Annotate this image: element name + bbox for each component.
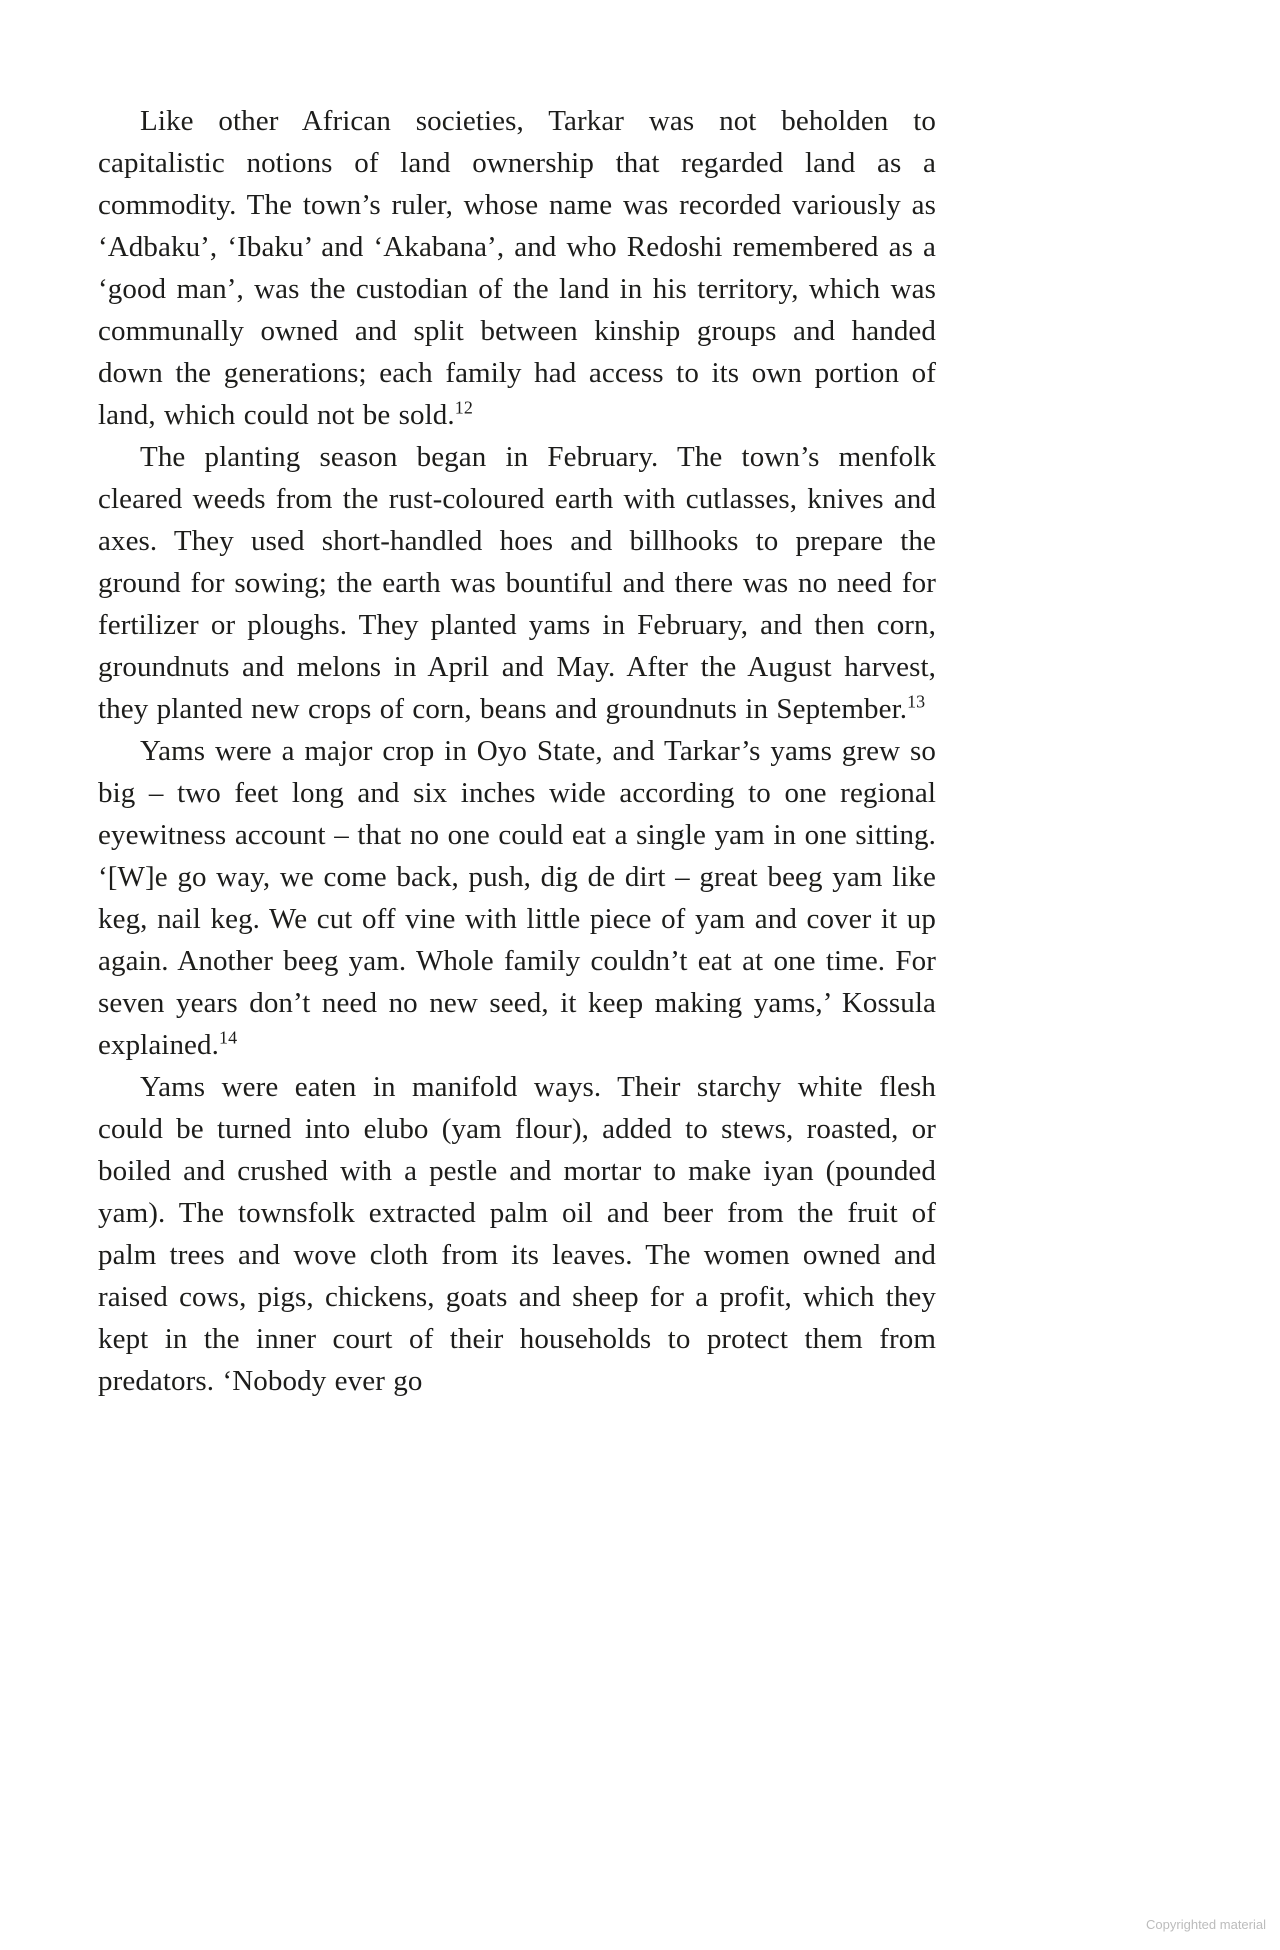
paragraph bbox=[98, 1066, 936, 1402]
paragraph bbox=[98, 100, 936, 436]
footnote-ref: 14 bbox=[218, 1027, 238, 1048]
paragraph-text: Like other African societies, Tarkar was not beholden to capitalistic notions of land ownership that regarded land as a commodity. The town’s ruler, whose name was recorded variously as ‘Adbaku’, ‘Ibaku’ and ‘Akabana’, and who Redoshi remembered as a ‘good man’, was the custodian of the land in his territory, which was communally owned and split between kinship groups and handed down the generations; each family had access to its own portion of land, which could not be sold. bbox=[98, 105, 936, 431]
footnote-ref: 12 bbox=[454, 397, 473, 418]
copyright-notice: Copyrighted material bbox=[1146, 1917, 1266, 1932]
paragraph bbox=[98, 436, 936, 730]
paragraph bbox=[98, 730, 936, 1066]
paragraph-text: Yams were eaten in manifold ways. Their starchy white flesh could be turned into elubo (yam flour), added to stews, roasted, or boiled and crushed with a pestle and mortar to make iyan (pounded yam). The townsfolk extracted palm oil and beer from the fruit of palm trees and wove cloth from its leaves. The women owned and raised cows, pigs, chickens, goats and sheep for a profit, which they kept in the inner court of their households to protect them from predators. ‘Nobody ever go bbox=[98, 1071, 936, 1397]
paragraph-text: Yams were a major crop in Oyo State, and Tarkar’s yams grew so big – two feet long and six inches wide according to one regional eyewitness account – that no one could eat a single yam in one sitting. ‘[W]e go way, we come back, push, dig de dirt – great beeg yam like keg, nail keg. We cut off vine with little piece of yam and cover it up again. Another beeg yam. Whole family couldn’t eat at one time. For seven years don’t need no new seed, it keep making yams,’ Kossula explained. bbox=[98, 735, 936, 1061]
footnote-ref: 13 bbox=[907, 691, 926, 712]
book-page bbox=[98, 100, 936, 1402]
paragraph-text: The planting season began in February. The town’s menfolk cleared weeds from the rust-coloured earth with cutlasses, knives and axes. They used short-handled hoes and billhooks to prepare the ground for sowing; the earth was bountiful and there was no need for fertilizer or ploughs. They planted yams in February, and then corn, groundnuts and melons in April and May. After the August harvest, they planted new crops of corn, beans and groundnuts in September. bbox=[98, 441, 936, 725]
